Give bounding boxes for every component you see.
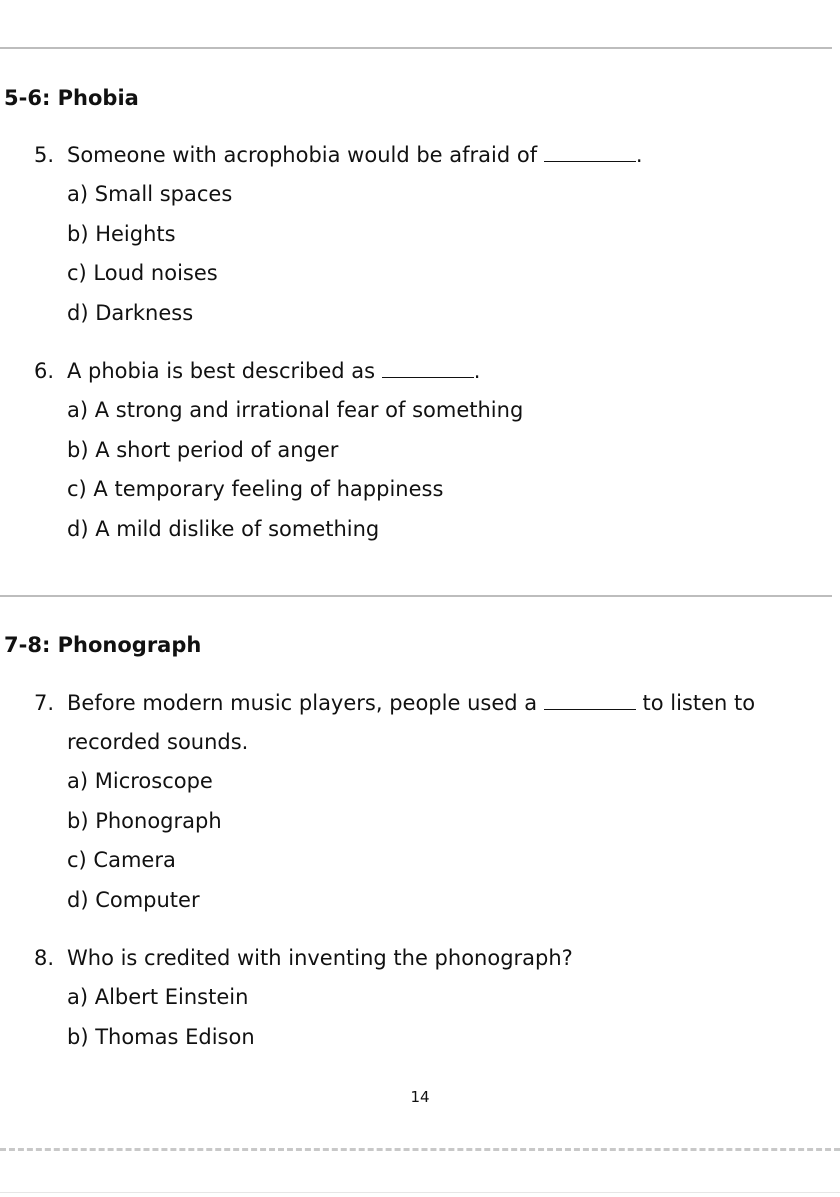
section-title-phobia: 5-6: Phobia — [4, 86, 139, 110]
option-c[interactable]: c) Camera — [67, 848, 176, 872]
page-break-dashed-line — [0, 1148, 840, 1151]
option-c[interactable]: c) Loud noises — [67, 261, 218, 285]
top-divider — [0, 47, 832, 49]
question-text: Someone with acrophobia would be afraid of — [67, 143, 538, 167]
option-d[interactable]: d) Darkness — [67, 300, 194, 325]
bottom-divider — [0, 1192, 840, 1193]
option-a[interactable]: a) Albert Einstein — [67, 985, 249, 1009]
option-b[interactable]: b) Phonograph — [67, 808, 222, 833]
option-b[interactable]: b) Thomas Edison — [67, 1024, 255, 1049]
question-text-continuation: recorded sounds. — [67, 730, 249, 754]
question-text-end: . — [473, 359, 481, 383]
question-text-end: . — [635, 143, 643, 167]
option-a[interactable]: a) Microscope — [67, 769, 213, 793]
option-b[interactable]: b) Heights — [67, 221, 176, 246]
option-d[interactable]: d) Computer — [67, 887, 200, 912]
options-question-6 — [67, 391, 523, 549]
question-number: 6. — [34, 359, 55, 383]
answer-blank — [382, 353, 474, 378]
option-a[interactable]: a) Small spaces — [67, 182, 233, 206]
option-b[interactable]: b) A short period of anger — [67, 437, 339, 462]
question-7 — [34, 684, 834, 762]
option-a[interactable]: a) A strong and irrational fear of something — [67, 398, 524, 422]
section-title-phonograph: 7-8: Phonograph — [4, 633, 202, 657]
question-text: A phobia is best described as — [67, 359, 376, 383]
page-number: 14 — [410, 1088, 430, 1106]
question-number: 8. — [34, 946, 55, 970]
option-d[interactable]: d) A mild dislike of something — [67, 516, 380, 541]
question-text-end: to listen to — [642, 691, 756, 715]
question-number: 5. — [34, 143, 55, 167]
question-5 — [34, 136, 824, 175]
question-number: 7. — [34, 691, 55, 715]
question-8 — [34, 939, 824, 978]
option-c[interactable]: c) A temporary feeling of happiness — [67, 477, 444, 501]
options-question-7 — [67, 762, 222, 920]
question-text: Who is credited with inventing the phonograph? — [67, 946, 573, 970]
options-question-5 — [67, 175, 232, 333]
question-text: Before modern music players, people used a — [67, 691, 538, 715]
section-divider — [0, 595, 832, 597]
answer-blank — [544, 137, 636, 162]
options-question-8 — [67, 978, 255, 1057]
question-6 — [34, 352, 824, 391]
answer-blank — [544, 685, 636, 710]
